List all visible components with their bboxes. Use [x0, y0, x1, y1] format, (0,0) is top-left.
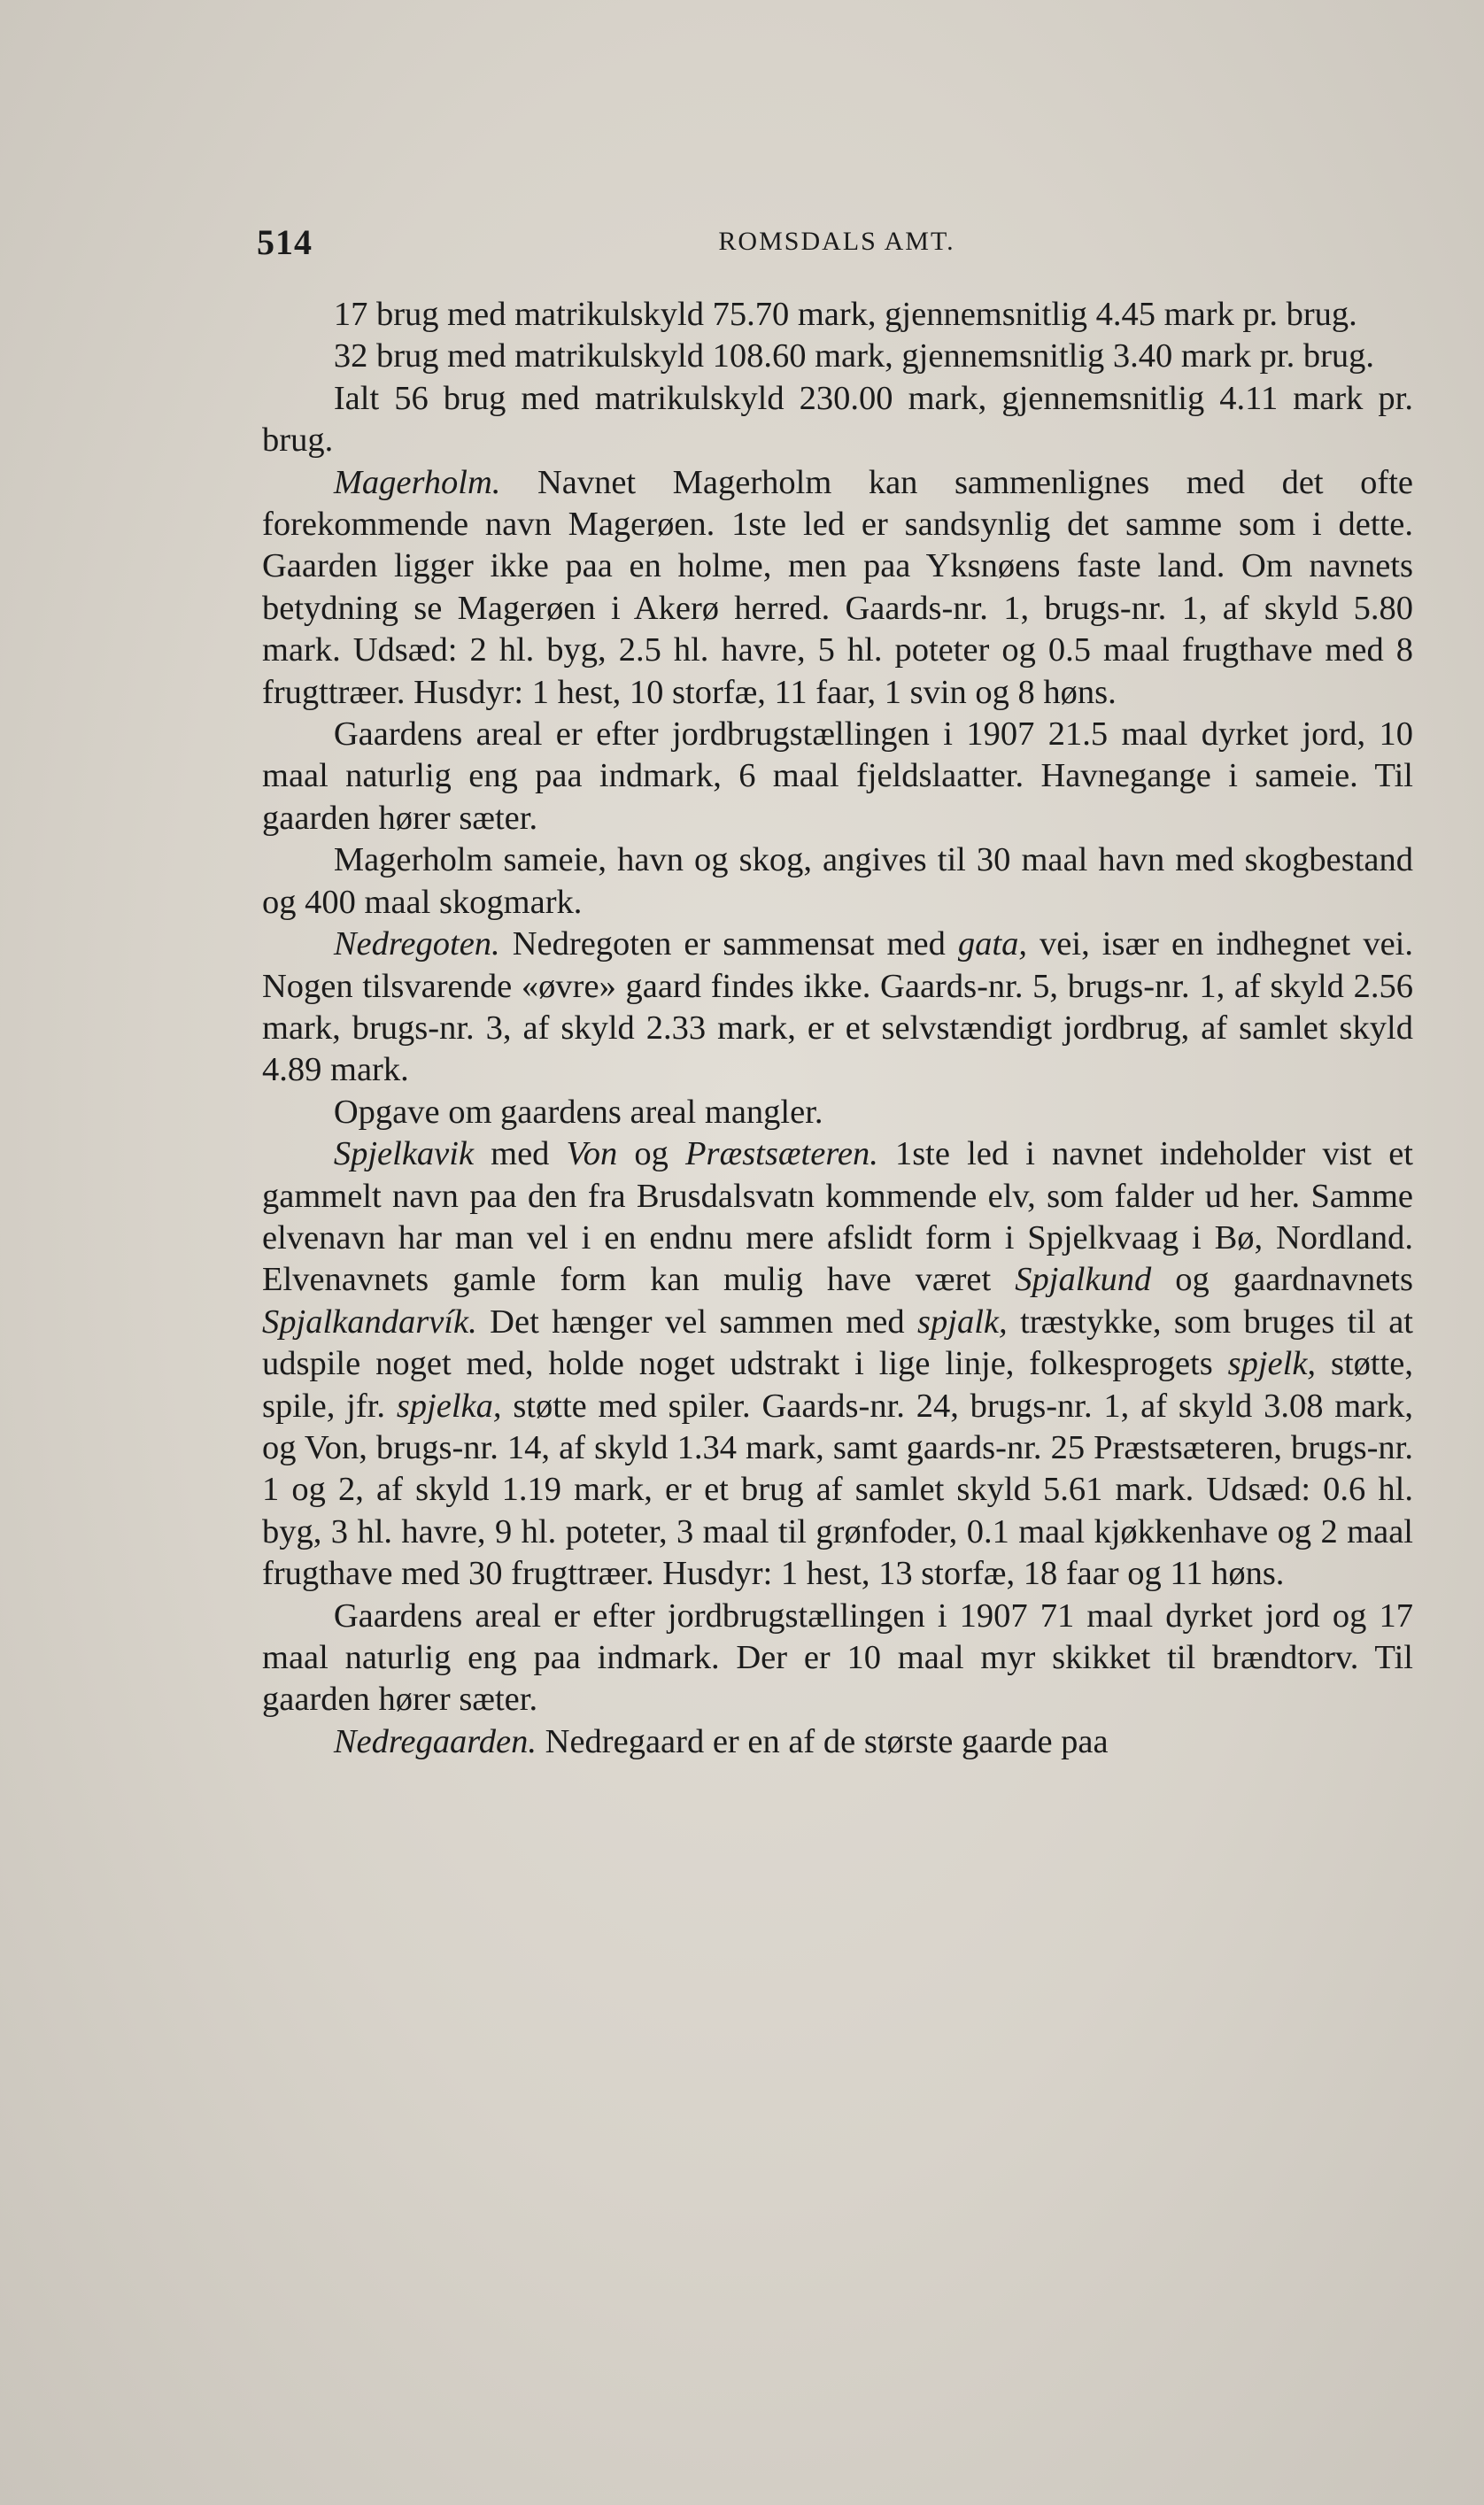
running-head: ROMSDALS AMT.: [718, 227, 955, 256]
text-run: Nedregoten er sammensat med: [499, 925, 958, 963]
paragraph: [262, 924, 1413, 1092]
text-run: 17 brug med matrikulskyld 75.70 mark, gjennemsnitlig 4.45 mark pr. brug.: [333, 296, 1357, 333]
paragraph: [262, 1596, 1413, 1721]
italic-text: spjelka,: [396, 1387, 502, 1425]
italic-text: Spjalkandarvík.: [262, 1303, 477, 1341]
text-run: træstykke, som bruges til at udspile noget med, holde noget udstrakt i lige linje, folkesprogets: [262, 1303, 1413, 1383]
page-number: 514: [257, 222, 313, 262]
text-run: og: [617, 1135, 686, 1173]
italic-text: Spjelkavik: [333, 1135, 475, 1173]
italic-text: spjelk,: [1227, 1345, 1317, 1383]
paragraph: [262, 336, 1413, 377]
paragraph: [262, 294, 1413, 336]
body-text: [262, 294, 1413, 1763]
text-run: Nedregaard er en af de største gaarde paa: [537, 1722, 1109, 1760]
text-run: støtte med spiler. Gaards-nr. 24, brugs-nr. 1, af skyld 3.08 mark, og Von, brugs-nr. 14, af skyld 1.34 mark, samt gaards-nr. 25 Præstsæteren, brugs-nr. 1 og 2, af skyld 1.19 mark, er et brug af samlet skyld 5.61 mark. Udsæd: 0.6 hl. byg, 3 hl. havre, 9 hl. poteter, 3 maal til grønfoder, 0.1 maal kjøkkenhave og 2 maal frugthave med 30 frugttræer. Husdyr: 1 hest, 13 storfæ, 18 faar og 11 høns.: [262, 1387, 1413, 1593]
italic-text: gata,: [957, 925, 1027, 963]
text-run: Gaardens areal er efter jordbrugstællingen i 1907 71 maal dyrket jord og 17 maal naturlig eng paa indmark. Der er 10 maal myr skikket til brændtorv. Til gaarden hører sæter.: [262, 1597, 1413, 1719]
text-run: Ialt 56 brug med matrikulskyld 230.00 mark, gjennemsnitlig 4.11 mark pr. brug.: [262, 379, 1413, 460]
italic-text: Præstsæteren.: [685, 1135, 878, 1173]
paragraph: [262, 1721, 1413, 1763]
paragraph: [262, 1092, 1413, 1133]
text-run: 32 brug med matrikulskyld 108.60 mark, gjennemsnitlig 3.40 mark pr. brug.: [333, 337, 1375, 375]
italic-text: Von: [566, 1135, 618, 1173]
paragraph: [262, 462, 1413, 714]
text-run: Det hænger vel sammen med: [476, 1303, 918, 1341]
paragraph: [262, 839, 1413, 924]
italic-text: spjalk,: [917, 1303, 1008, 1341]
italic-text: Magerholm.: [333, 463, 501, 501]
italic-text: Nedregaarden.: [333, 1722, 537, 1760]
italic-text: Nedregoten.: [333, 925, 500, 963]
italic-text: Spjalkund: [1015, 1261, 1152, 1299]
text-run: med: [474, 1135, 567, 1173]
text-run: Navnet Magerholm kan sammenlignes med det ofte forekommende navn Magerøen. 1ste led er sandsynlig det samme som i dette. Gaarden ligger ikke paa en holme, men paa Yksnøens faste land. Om navnets betydning se Magerøen i Akerø herred. Gaards-nr. 1, brugs-nr. 1, af skyld 5.80 mark. Udsæd: 2 hl. byg, 2.5 hl. havre, 5 hl. poteter og 0.5 maal frugthave med 8 frugttræer. Husdyr: 1 hest, 10 storfæ, 11 faar, 1 svin og 8 høns.: [262, 463, 1413, 711]
text-run: Gaardens areal er efter jordbrugstællingen i 1907 21.5 maal dyrket jord, 10 maal naturlig eng paa indmark, 6 maal fjeldslaatter. Havnegange i sameie. Til gaarden hører sæter.: [262, 715, 1413, 837]
text-run: og gaardnavnets: [1151, 1261, 1413, 1299]
text-run: 1ste led i navnet indeholder vist et gammelt navn paa den fra Brusdalsvatn kommende elv, som falder ud her. Samme elvenavn har man vel i en endnu mere afslidt form i Spjelkvaag i Bø, Nordland. Elvenavnets gamle form kan mulig have været: [262, 1135, 1414, 1299]
paragraph: [262, 378, 1413, 462]
paragraph: [262, 1133, 1413, 1595]
text-run: støtte, spile, jfr.: [262, 1345, 1413, 1425]
page-header: [257, 221, 1417, 274]
paragraph: [262, 714, 1413, 839]
text-run: Magerholm sameie, havn og skog, angives til 30 maal havn med skogbestand og 400 maal skogmark.: [262, 841, 1413, 921]
text-run: Opgave om gaardens areal mangler.: [333, 1093, 823, 1131]
text-run: vei, især en indhegnet vei. Nogen tilsvarende «øvre» gaard findes ikke. Gaards-nr. 5, brugs-nr. 1, af skyld 2.56 mark, brugs-nr. 3, af skyld 2.33 mark, er et selvstændigt jordbrug, af samlet skyld 4.89 mark.: [262, 925, 1413, 1089]
